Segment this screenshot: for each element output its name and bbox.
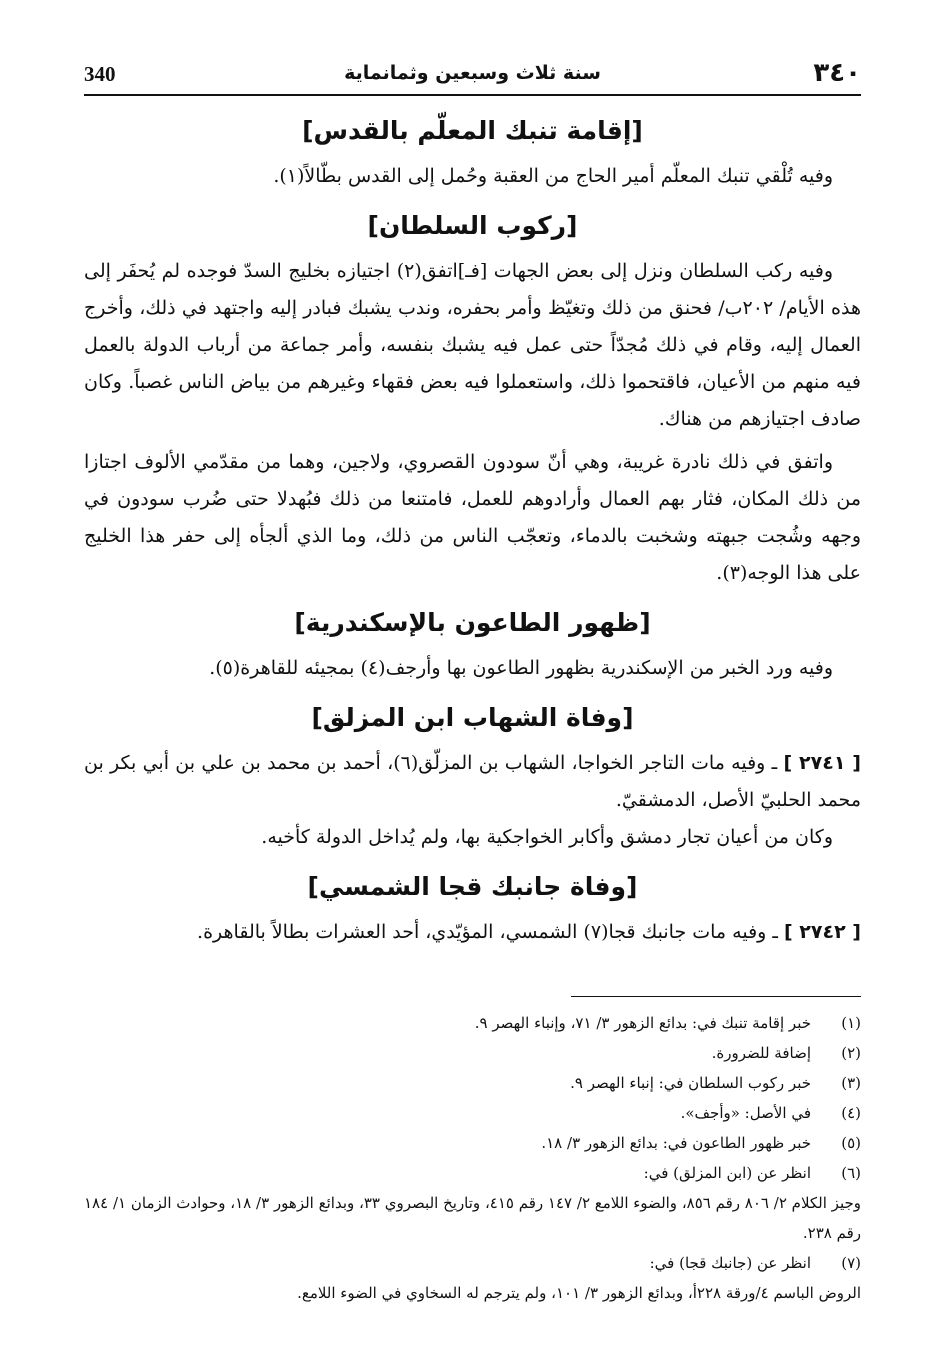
footnote-text: انظر عن (جانبك قجا) في:	[649, 1254, 811, 1272]
biography-entry	[84, 914, 861, 951]
section-heading: [وفاة الشهاب ابن المزلق]	[311, 703, 634, 732]
section-heading: [إقامة تنبك المعلّم بالقدس]	[302, 116, 643, 145]
footnote	[84, 1158, 861, 1188]
footnote	[84, 1248, 861, 1278]
footnote-number: (٥)	[841, 1134, 861, 1152]
section-heading: [ظهور الطاعون بالإسكندرية]	[294, 608, 651, 637]
entry-text: ـ وفيه مات التاجر الخواجا، الشهاب بن المزلّق(٦)، أحمد بن محمد بن علي بن أبي بكر بن محمد الحلبيّ الأصل، الدمشقيّ.	[84, 752, 861, 811]
footnote	[84, 1038, 861, 1068]
footnote-text: خبر إقامة تنبك في: بدائع الزهور ٣/ ٧١، وإنباء الهصر ٩.	[474, 1014, 811, 1032]
biography-entry	[84, 745, 861, 819]
footnote	[84, 1068, 861, 1098]
entry-text: ـ وفيه مات جانبك قجا(٧) الشمسي، المؤيّدي، أحد العشرات بطالاً بالقاهرة.	[197, 921, 778, 943]
page-number-arabic: ٣٤٠	[813, 58, 861, 88]
footnote-continuation: وجيز الكلام ٢/ ٨٠٦ رقم ٨٥٦، والضوء اللامع ٢/ ١٤٧ رقم ٤١٥، وتاريخ البصروي ٣٣، وبدائع الزهور ٣/ ١٨، وحوادث الزمان ١/ ١٨٤ رقم ٢٣٨.	[84, 1194, 862, 1242]
footnote-number: (٣)	[841, 1074, 861, 1092]
footnote	[84, 1098, 861, 1128]
footnote-continuation: الروض الباسم ٤/ورقة ٢٢٨أ، وبدائع الزهور ٣/ ١٠١، ولم يترجم له السخاوي في الضوء اللامع.	[297, 1284, 861, 1302]
footnote-text: انظر عن (ابن المزلق) في:	[643, 1164, 811, 1182]
paragraph: وفيه ورد الخبر من الإسكندرية بظهور الطاعون بها وأرجف(٤) بمجيئه للقاهرة(٥).	[209, 657, 833, 679]
footnote-text: إضافة للضرورة.	[711, 1044, 811, 1062]
entry-number: [ ٢٧٤٢ ]	[783, 921, 861, 943]
running-head	[84, 58, 861, 96]
footnote-number: (٦)	[841, 1164, 861, 1182]
footnotes	[84, 1008, 861, 1308]
page-number-latin: 340	[84, 62, 116, 86]
main-text	[84, 112, 861, 951]
paragraph: وفيه ركب السلطان ونزل إلى بعض الجهات [فـ]اتفق(٢) اجتيازه بخليج السدّ فوجده لم يُحفَر إلى هذه الأيام/ ٢٠٢ب/ فحنق من ذلك وتغيّظ وأمر بحفره، وندب يشبك فبادر إليه واجتهد في ذلك، وأخرج العمال إليه، وقام في ذلك مُجدّاً حتى عمل فيه يشبك بنفسه، وأمر جماعة من أرباب الدولة بالعمل فيه منهم من الأعيان، فاقتحموا ذلك، واستعملوا فيه بعض فقهاء وغيرهم من بياض الناس غصباً. وكان صادف اجتيازهم من هناك.	[84, 260, 861, 430]
footnote-number: (٤)	[841, 1104, 861, 1122]
footnote-number: (٧)	[841, 1254, 861, 1272]
section-heading: [وفاة جانبك قجا الشمسي]	[307, 872, 638, 901]
footnote	[84, 1128, 861, 1158]
footnote	[84, 1008, 861, 1038]
running-title: سنة ثلاث وسبعين وثمانماية	[344, 62, 601, 84]
footnote-number: (٢)	[841, 1044, 861, 1062]
entry-number: [ ٢٧٤١ ]	[783, 752, 861, 774]
paragraph: واتفق في ذلك نادرة غريبة، وهي أنّ سودون القصروي، ولاجين، وهما من مقدّمي الألوف اجتازا من ذلك المكان، فثار بهم العمال وأرادوهم للعمل، فامتنعا من ذلك فبُهدلا حتى ضُرب سودون في وجهه وشُجت جبهته وشخبت بالدماء، وتعجّب الناس من ذلك، وما الذي ألجأه إلى حفر هذا الخليج على هذا الوجه(٣).	[84, 451, 861, 584]
paragraph: وكان من أعيان تجار دمشق وأكابر الخواجكية بها، ولم يُداخل الدولة كأخيه.	[261, 826, 833, 848]
footnote-text: خبر ركوب السلطان في: إنباء الهصر ٩.	[570, 1074, 811, 1092]
footnote-text: خبر ظهور الطاعون في: بدائع الزهور ٣/ ١٨.	[541, 1134, 811, 1152]
footnote-number: (١)	[841, 1014, 861, 1032]
footnote-divider	[571, 996, 861, 997]
footnote-text: في الأصل: «وأجف».	[680, 1104, 811, 1122]
paragraph: وفيه تُلْقي تنبك المعلّم أمير الحاج من العقبة وحُمل إلى القدس بطّالاً(١).	[273, 165, 833, 187]
section-heading: [ركوب السلطان]	[367, 211, 578, 240]
